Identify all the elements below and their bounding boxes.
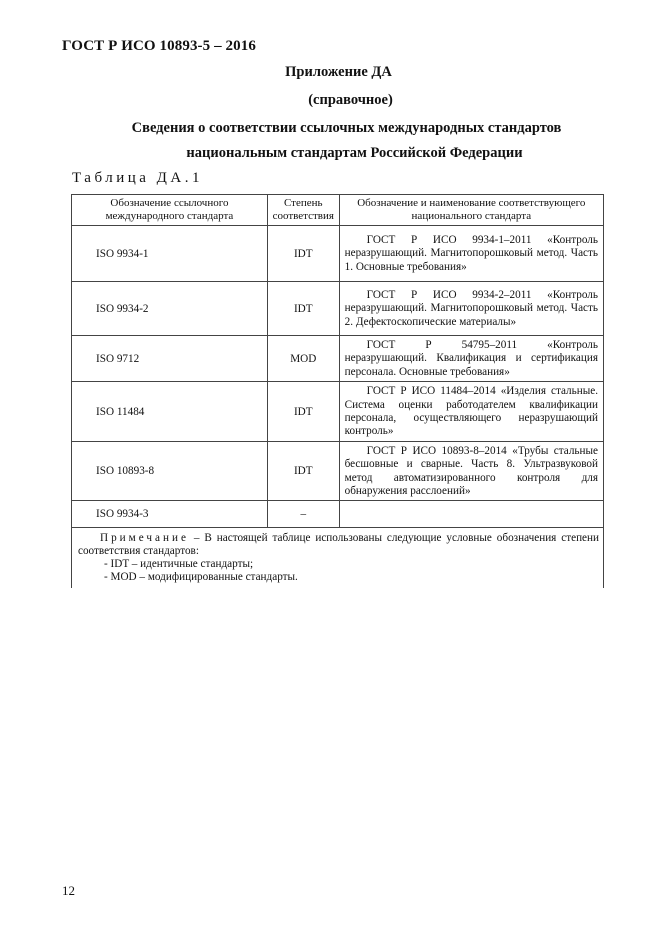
national-standard-cell: [339, 382, 603, 442]
national-standard-cell: [339, 226, 603, 282]
international-standard-cell: ISO 9934-2: [72, 282, 268, 336]
note-item: - IDT – идентичные стандарты;: [104, 558, 254, 571]
degree-cell: MOD: [267, 336, 339, 382]
table-note-row: [72, 528, 604, 589]
degree-cell: –: [267, 501, 339, 528]
national-standard-text: ГОСТ Р ИСО 11484–2014 «Изделия стальные. Система оценки работодателем квалификации персонала, осуществляющего неразрушающий контроль»: [344, 385, 598, 438]
note-text: – В настоящей таблице использованы следующие условные обозначения степени соответствия стандартов:: [78, 532, 599, 558]
document-code-header: ГОСТ Р ИСО 10893-5 – 2016: [62, 38, 256, 54]
page-number: 12: [62, 883, 75, 898]
international-standard-cell: ISO 9712: [72, 336, 268, 382]
column-header-international-standard: Обозначение ссылочного международного стандарта: [72, 195, 268, 226]
international-standard-cell: ISO 9934-3: [72, 501, 268, 528]
note-paragraph: [78, 532, 599, 558]
international-standard-cell: ISO 11484: [72, 382, 268, 442]
national-standard-cell: [339, 336, 603, 382]
appendix-heading-line2: национальным стандартам Российской Федерации: [186, 145, 523, 161]
national-standard-text: ГОСТ Р ИСО 9934-2–2011 «Контроль неразрушающий. Магнитопорошковый метод. Часть 2. Дефектоскопические материалы»: [344, 288, 598, 328]
table-caption: Таблица ДА.1: [72, 170, 203, 186]
note-label: Примечание: [100, 532, 189, 545]
column-header-national-standard: Обозначение и наименование соответствующего национального стандарта: [339, 195, 603, 226]
note-item: - MOD – модифицированные стандарты.: [104, 571, 298, 584]
table-note: [72, 528, 604, 589]
international-standard-cell: ISO 9934-1: [72, 226, 268, 282]
table-row: [72, 226, 604, 282]
column-header-degree: Степень соответствия: [267, 195, 339, 226]
degree-cell: IDT: [267, 441, 339, 501]
appendix-subtitle: (справочное): [308, 92, 393, 108]
table-row: [72, 336, 604, 382]
national-standard-text: ГОСТ Р ИСО 10893-8–2014 «Трубы стальные бесшовные и сварные. Часть 8. Ультразвуковой метод автоматизированного контроля для обнаружения расслоений»: [344, 444, 598, 498]
national-standard-cell: [339, 441, 603, 501]
national-standard-text: ГОСТ Р ИСО 9934-1–2011 «Контроль неразрушающий. Магнитопорошковый метод. Часть 1. Основные требования»: [344, 233, 598, 273]
international-standard-cell: ISO 10893-8: [72, 441, 268, 501]
appendix-title: Приложение ДА: [285, 64, 392, 80]
table-header-row: [72, 195, 604, 226]
correspondence-table: [71, 194, 604, 588]
table-row: [72, 382, 604, 442]
degree-cell: IDT: [267, 282, 339, 336]
table-row: [72, 282, 604, 336]
degree-cell: IDT: [267, 226, 339, 282]
degree-cell: IDT: [267, 382, 339, 442]
national-standard-text: ГОСТ Р 54795–2011 «Контроль неразрушающий. Квалификация и сертификация персонала. Основные требования»: [344, 339, 598, 378]
table-row: [72, 441, 604, 501]
table-row: [72, 501, 604, 528]
national-standard-cell: [339, 282, 603, 336]
national-standard-cell: [339, 501, 603, 528]
appendix-heading-line1: Сведения о соответствии ссылочных международных стандартов: [131, 120, 562, 136]
